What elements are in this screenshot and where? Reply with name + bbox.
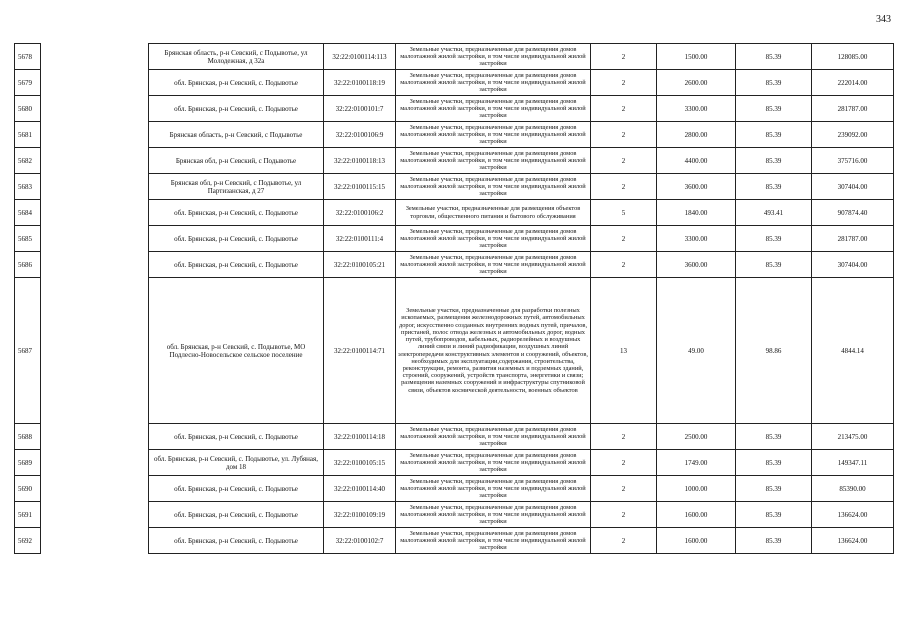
table-row [15, 226, 894, 252]
area-cell: 3600.00 [657, 252, 736, 278]
address-cell: Брянская обл, р-н Севский, с Подывотье, ул Партизанская, д 27 [149, 174, 324, 200]
land-use-cell: Земельные участки, предназначенные для размещения домов малоэтажной жилой застройки, в том числе индивидуальной жилой застройки [396, 122, 591, 148]
address-cell: Брянская обл, р-н Севский, с Подывотье [149, 148, 324, 174]
cadastral-value-cell: 213475.00 [812, 424, 894, 450]
cadastral-value-cell: 222014.00 [812, 70, 894, 96]
specific-value-cell: 98.86 [736, 278, 812, 424]
table-row [15, 200, 894, 226]
area-cell: 4400.00 [657, 148, 736, 174]
land-use-cell: Земельные участки, предназначенные для размещения домов малоэтажной жилой застройки, в том числе индивидуальной жилой застройки [396, 174, 591, 200]
cadastral-value-cell: 239092.00 [812, 122, 894, 148]
row-number-cell: 5686 [15, 252, 41, 278]
address-cell: обл. Брянская, р-н Севский, с. Подывотье [149, 476, 324, 502]
address-cell: обл. Брянская, р-н Севский, с. Подывотье [149, 528, 324, 554]
land-use-cell: Земельные участки, предназначенные для размещения домов малоэтажной жилой застройки, в том числе индивидуальной жилой застройки [396, 450, 591, 476]
cadastral-value-table [14, 43, 894, 554]
table-row [15, 278, 894, 424]
table-row [15, 70, 894, 96]
spacer-cell [41, 148, 149, 174]
use-group-cell: 13 [591, 278, 657, 424]
cadastral-value-cell: 375716.00 [812, 148, 894, 174]
cadastral-number-cell: 32:22:0100118:13 [324, 148, 396, 174]
land-use-cell: Земельные участки, предназначенные для размещения объектов торговли, общественного питания и бытового обслуживания [396, 200, 591, 226]
use-group-cell: 2 [591, 174, 657, 200]
specific-value-cell: 85.39 [736, 476, 812, 502]
table-row [15, 148, 894, 174]
use-group-cell: 2 [591, 476, 657, 502]
row-number-cell: 5687 [15, 278, 41, 424]
cadastral-value-cell: 307404.00 [812, 252, 894, 278]
area-cell: 3300.00 [657, 226, 736, 252]
address-cell: обл. Брянская, р-н Севский, с. Подывотье [149, 226, 324, 252]
use-group-cell: 2 [591, 96, 657, 122]
specific-value-cell: 85.39 [736, 424, 812, 450]
specific-value-cell: 85.39 [736, 122, 812, 148]
specific-value-cell: 85.39 [736, 174, 812, 200]
row-number-cell: 5691 [15, 502, 41, 528]
cadastral-value-cell: 907874.40 [812, 200, 894, 226]
row-number-cell: 5690 [15, 476, 41, 502]
cadastral-number-cell: 32:22:0100105:21 [324, 252, 396, 278]
address-cell: Брянская область, р-н Севский, с Подывотье, ул Молодежная, д 32а [149, 44, 324, 70]
use-group-cell: 2 [591, 450, 657, 476]
table-row [15, 450, 894, 476]
page-number: 343 [876, 14, 891, 25]
spacer-cell [41, 200, 149, 226]
use-group-cell: 2 [591, 44, 657, 70]
row-number-cell: 5689 [15, 450, 41, 476]
spacer-cell [41, 174, 149, 200]
land-use-cell: Земельные участки, предназначенные для размещения домов малоэтажной жилой застройки, в том числе индивидуальной жилой застройки [396, 252, 591, 278]
cadastral-number-cell: 32:22:0100114:71 [324, 278, 396, 424]
area-cell: 2600.00 [657, 70, 736, 96]
spacer-cell [41, 278, 149, 424]
use-group-cell: 2 [591, 226, 657, 252]
use-group-cell: 2 [591, 528, 657, 554]
cadastral-value-cell: 307404.00 [812, 174, 894, 200]
cadastral-number-cell: 32:22:0100114:18 [324, 424, 396, 450]
cadastral-value-cell: 136624.00 [812, 528, 894, 554]
row-number-cell: 5685 [15, 226, 41, 252]
cadastral-number-cell: 32:22:0100111:4 [324, 226, 396, 252]
specific-value-cell: 85.39 [736, 252, 812, 278]
cadastral-number-cell: 32:22:0100118:19 [324, 70, 396, 96]
row-number-cell: 5682 [15, 148, 41, 174]
spacer-cell [41, 502, 149, 528]
table-row [15, 476, 894, 502]
use-group-cell: 2 [591, 122, 657, 148]
table-row [15, 96, 894, 122]
row-number-cell: 5688 [15, 424, 41, 450]
land-use-cell: Земельные участки, предназначенные для размещения домов малоэтажной жилой застройки, в том числе индивидуальной жилой застройки [396, 502, 591, 528]
address-cell: обл. Брянская, р-н Севский, с. Подывотье [149, 424, 324, 450]
table-row [15, 528, 894, 554]
cadastral-number-cell: 32:22:0100114:113 [324, 44, 396, 70]
use-group-cell: 2 [591, 148, 657, 174]
spacer-cell [41, 476, 149, 502]
land-use-cell: Земельные участки, предназначенные для размещения домов малоэтажной жилой застройки, в том числе индивидуальной жилой застройки [396, 70, 591, 96]
address-cell: обл. Брянская, р-н Севский, с. Подывотье [149, 96, 324, 122]
spacer-cell [41, 528, 149, 554]
area-cell: 1500.00 [657, 44, 736, 70]
spacer-cell [41, 44, 149, 70]
row-number-cell: 5692 [15, 528, 41, 554]
land-use-cell: Земельные участки, предназначенные для разработки полезных ископаемых, размещения железнодорожных путей, автомобильных дорог, искусственно созданных внутренних водных путей, причалов, пристаней, полос отвода железных и автомобильных дорог, водных путей, трубопроводов, кабельных, радиорелейных и воздушных линий связи и линий радиофикации, воздушных линий электропередачи конструктивных элементов и сооружений, объектов, необходимых для эксплуатации,содержания, строительства, реконструкции, ремонта, развития наземных и подземных зданий, строений, сооружений, устройств транспорта, энергетики и связи; размещения наземных сооружений и инфраструктуры спутниковой связи, объектов космической деятельности, военных объектов [396, 278, 591, 424]
cadastral-number-cell: 32:22:0100101:7 [324, 96, 396, 122]
area-cell: 1600.00 [657, 502, 736, 528]
use-group-cell: 2 [591, 70, 657, 96]
cadastral-value-cell: 85390.00 [812, 476, 894, 502]
specific-value-cell: 85.39 [736, 96, 812, 122]
area-cell: 1749.00 [657, 450, 736, 476]
spacer-cell [41, 226, 149, 252]
area-cell: 3600.00 [657, 174, 736, 200]
cadastral-value-cell: 4844.14 [812, 278, 894, 424]
area-cell: 2800.00 [657, 122, 736, 148]
land-use-cell: Земельные участки, предназначенные для размещения домов малоэтажной жилой застройки, в том числе индивидуальной жилой застройки [396, 476, 591, 502]
spacer-cell [41, 70, 149, 96]
land-use-cell: Земельные участки, предназначенные для размещения домов малоэтажной жилой застройки, в том числе индивидуальной жилой застройки [396, 148, 591, 174]
cadastral-number-cell: 32:22:0100106:9 [324, 122, 396, 148]
specific-value-cell: 85.39 [736, 148, 812, 174]
row-number-cell: 5678 [15, 44, 41, 70]
address-cell: обл. Брянская, р-н Севский, с. Подывотье [149, 200, 324, 226]
cadastral-number-cell: 32:22:0100114:40 [324, 476, 396, 502]
specific-value-cell: 85.39 [736, 70, 812, 96]
cadastral-number-cell: 32:22:0100109:19 [324, 502, 396, 528]
row-number-cell: 5684 [15, 200, 41, 226]
spacer-cell [41, 252, 149, 278]
use-group-cell: 2 [591, 424, 657, 450]
cadastral-number-cell: 32:22:0100115:15 [324, 174, 396, 200]
spacer-cell [41, 96, 149, 122]
table-row [15, 174, 894, 200]
cadastral-number-cell: 32:22:0100105:15 [324, 450, 396, 476]
area-cell: 1840.00 [657, 200, 736, 226]
land-use-cell: Земельные участки, предназначенные для размещения домов малоэтажной жилой застройки, в том числе индивидуальной жилой застройки [396, 44, 591, 70]
cadastral-value-cell: 136624.00 [812, 502, 894, 528]
address-cell: обл. Брянская, р-н Севский, с. Подывотье [149, 502, 324, 528]
land-use-cell: Земельные участки, предназначенные для размещения домов малоэтажной жилой застройки, в том числе индивидуальной жилой застройки [396, 528, 591, 554]
table-row [15, 122, 894, 148]
table-row [15, 502, 894, 528]
table-row [15, 44, 894, 70]
address-cell: обл. Брянская, р-н Севский, с. Подывотье, ул. Лубяная, дом 18 [149, 450, 324, 476]
table-row [15, 252, 894, 278]
cadastral-value-cell: 281787.00 [812, 96, 894, 122]
row-number-cell: 5680 [15, 96, 41, 122]
specific-value-cell: 85.39 [736, 528, 812, 554]
specific-value-cell: 85.39 [736, 450, 812, 476]
use-group-cell: 5 [591, 200, 657, 226]
address-cell: обл. Брянская, р-н Севский, с. Подывотье [149, 252, 324, 278]
address-cell: Брянская область, р-н Севский, с Подывотье [149, 122, 324, 148]
use-group-cell: 2 [591, 502, 657, 528]
cadastral-value-cell: 149347.11 [812, 450, 894, 476]
table-row [15, 424, 894, 450]
area-cell: 3300.00 [657, 96, 736, 122]
land-use-cell: Земельные участки, предназначенные для размещения домов малоэтажной жилой застройки, в том числе индивидуальной жилой застройки [396, 96, 591, 122]
specific-value-cell: 85.39 [736, 502, 812, 528]
cadastral-value-cell: 281787.00 [812, 226, 894, 252]
address-cell: обл. Брянская, р-н Севский, с. Подывотье, МО Подлесно-Новосельское сельское поселение [149, 278, 324, 424]
spacer-cell [41, 424, 149, 450]
land-use-cell: Земельные участки, предназначенные для размещения домов малоэтажной жилой застройки, в том числе индивидуальной жилой застройки [396, 424, 591, 450]
row-number-cell: 5683 [15, 174, 41, 200]
address-cell: обл. Брянская, р-н Севский, с. Подывотье [149, 70, 324, 96]
spacer-cell [41, 450, 149, 476]
row-number-cell: 5679 [15, 70, 41, 96]
land-use-cell: Земельные участки, предназначенные для размещения домов малоэтажной жилой застройки, в том числе индивидуальной жилой застройки [396, 226, 591, 252]
area-cell: 1000.00 [657, 476, 736, 502]
spacer-cell [41, 122, 149, 148]
area-cell: 1600.00 [657, 528, 736, 554]
cadastral-value-cell: 128085.00 [812, 44, 894, 70]
row-number-cell: 5681 [15, 122, 41, 148]
area-cell: 49.00 [657, 278, 736, 424]
specific-value-cell: 85.39 [736, 44, 812, 70]
cadastral-number-cell: 32:22:0100102:7 [324, 528, 396, 554]
area-cell: 2500.00 [657, 424, 736, 450]
cadastral-number-cell: 32:22:0100106:2 [324, 200, 396, 226]
specific-value-cell: 493.41 [736, 200, 812, 226]
use-group-cell: 2 [591, 252, 657, 278]
specific-value-cell: 85.39 [736, 226, 812, 252]
